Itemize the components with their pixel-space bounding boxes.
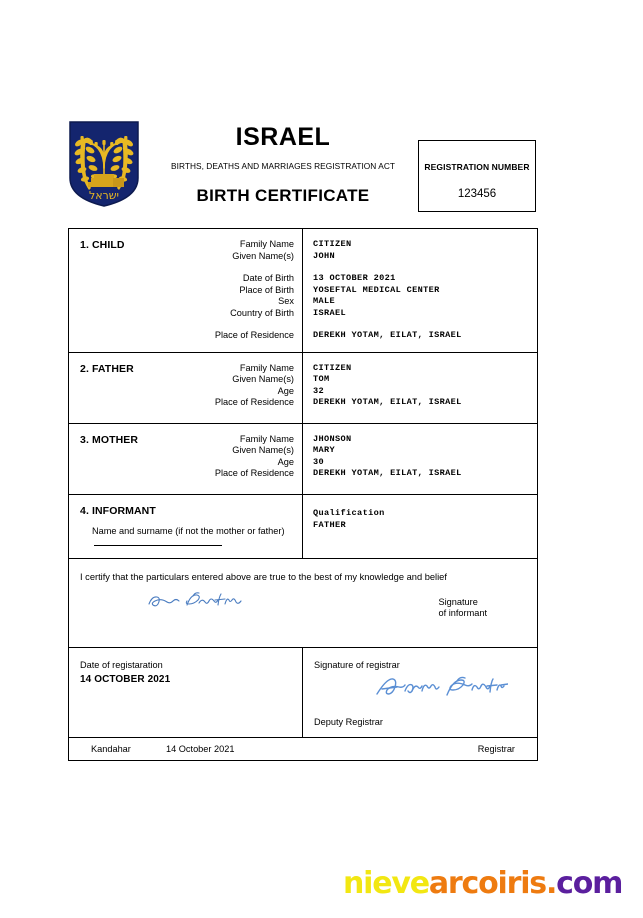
label-child-date-of-birth: Date of Birth bbox=[242, 273, 294, 283]
informant-signature-icon bbox=[143, 585, 263, 615]
section-child bbox=[69, 229, 537, 353]
registration-date-value: 14 OCTOBER 2021 bbox=[80, 673, 171, 685]
label-father-age: Age bbox=[277, 385, 294, 396]
informant-signature-label bbox=[438, 597, 487, 620]
label-child-given-names: Given Name(s) bbox=[232, 250, 294, 261]
certificate-footer-row bbox=[69, 738, 537, 760]
value-father-given-names: TOM bbox=[313, 374, 330, 384]
registration-number-label: REGISTRATION NUMBER bbox=[424, 162, 530, 172]
registration-date-cell bbox=[69, 648, 303, 737]
footer-date: 14 October 2021 bbox=[166, 743, 235, 754]
section-title-father: 2. FATHER bbox=[80, 362, 134, 375]
registration-number-box bbox=[418, 140, 536, 212]
spacer bbox=[313, 262, 537, 273]
label-child-sex: Sex bbox=[278, 296, 294, 306]
informant-signature-label-line2: of informant bbox=[438, 608, 487, 618]
informant-name-label: Name and surname (if not the mother or father) bbox=[92, 525, 285, 536]
act-subtitle: BIRTHS, DEATHS AND MARRIAGES REGISTRATION ACT bbox=[171, 161, 395, 171]
mother-values-cell bbox=[303, 424, 537, 494]
section-registration bbox=[69, 648, 537, 738]
document-title: BIRTH CERTIFICATE bbox=[196, 186, 370, 205]
certificate-header bbox=[68, 115, 538, 215]
label-mother-given-names: Given Name(s) bbox=[232, 445, 294, 455]
certificate-table bbox=[68, 228, 538, 761]
certification-statement: I certify that the particulars entered above are true to the best of my knowledge and belief bbox=[80, 571, 447, 582]
header-titles bbox=[153, 115, 413, 206]
informant-labels-cell bbox=[69, 495, 303, 558]
informant-qualification-value: FATHER bbox=[313, 519, 347, 530]
label-mother-family-name: Family Name bbox=[239, 433, 294, 444]
section-father bbox=[69, 353, 537, 424]
certification-inner bbox=[69, 559, 537, 647]
father-labels-cell bbox=[69, 353, 303, 423]
footer-registrar-role: Registrar bbox=[477, 743, 515, 754]
registrar-signature-label: Signature of registrar bbox=[314, 659, 400, 670]
informant-name-field[interactable] bbox=[94, 545, 222, 546]
section-title-child: 1. CHILD bbox=[80, 239, 125, 251]
mother-value-list bbox=[303, 424, 537, 490]
value-child-country-of-birth: ISRAEL bbox=[313, 307, 347, 318]
registrar-signature-icon bbox=[373, 672, 508, 702]
label-child-country-of-birth: Country of Birth bbox=[230, 307, 294, 318]
label-mother-place-of-residence: Place of Residence bbox=[214, 468, 294, 478]
label-child-place-of-residence: Place of Residence bbox=[214, 330, 294, 340]
father-values-cell bbox=[303, 353, 537, 423]
registrar-signature-cell bbox=[303, 648, 537, 737]
registration-number-value: 123456 bbox=[457, 188, 497, 200]
value-child-sex: MALE bbox=[313, 296, 336, 306]
value-father-family-name: CITIZEN bbox=[313, 362, 352, 373]
label-father-family-name: Family Name bbox=[239, 362, 294, 373]
israel-state-emblem-icon bbox=[68, 120, 140, 208]
site-watermark bbox=[343, 866, 622, 901]
value-mother-place-of-residence: DEREKH YOTAM, EILAT, ISRAEL bbox=[313, 468, 462, 478]
child-value-list bbox=[303, 229, 537, 352]
value-child-place-of-birth: YOSEFTAL MEDICAL CENTER bbox=[313, 284, 440, 295]
section-title-mother: 3. MOTHER bbox=[80, 433, 139, 446]
informant-qualification-cell bbox=[303, 495, 537, 558]
spacer bbox=[69, 319, 294, 330]
label-father-place-of-residence: Place of Residence bbox=[214, 397, 294, 407]
country-title: ISRAEL bbox=[235, 123, 331, 151]
value-child-given-names: JOHN bbox=[313, 250, 336, 261]
value-father-place-of-residence: DEREKH YOTAM, EILAT, ISRAEL bbox=[313, 397, 462, 407]
value-child-date-of-birth: 13 OCTOBER 2021 bbox=[313, 273, 396, 283]
label-child-family-name: Family Name bbox=[239, 239, 294, 249]
section-certification bbox=[69, 559, 537, 648]
emblem-hebrew-text: ישראל bbox=[88, 189, 120, 202]
child-values-cell bbox=[303, 229, 537, 352]
label-mother-age: Age bbox=[277, 456, 294, 467]
mother-labels-cell bbox=[69, 424, 303, 494]
deputy-registrar-label: Deputy Registrar bbox=[314, 716, 383, 727]
father-value-list bbox=[303, 353, 537, 419]
registration-date-label: Date of registaration bbox=[80, 659, 163, 670]
watermark-part-1: nieve bbox=[343, 866, 429, 901]
section-informant bbox=[69, 495, 537, 559]
spacer bbox=[313, 319, 537, 330]
informant-signature-label-line1: Signature bbox=[438, 596, 478, 607]
footer-place: Kandahar bbox=[91, 743, 131, 754]
label-child-place-of-birth: Place of Birth bbox=[239, 284, 294, 295]
value-father-age: 32 bbox=[313, 385, 325, 396]
child-labels-cell bbox=[69, 229, 303, 352]
value-child-family-name: CITIZEN bbox=[313, 239, 352, 249]
value-mother-family-name: JHONSON bbox=[313, 433, 352, 444]
spacer bbox=[69, 262, 294, 273]
section-mother bbox=[69, 424, 537, 495]
watermark-part-3: com bbox=[556, 866, 623, 901]
label-father-given-names: Given Name(s) bbox=[232, 374, 294, 384]
section-title-informant: 4. INFORMANT bbox=[80, 504, 156, 517]
value-mother-age: 30 bbox=[313, 456, 325, 467]
informant-qualification-label: Qualification bbox=[313, 507, 385, 518]
value-mother-given-names: MARY bbox=[313, 445, 336, 455]
value-child-place-of-residence: DEREKH YOTAM, EILAT, ISRAEL bbox=[313, 330, 462, 340]
watermark-part-2: arcoiris. bbox=[428, 866, 557, 901]
